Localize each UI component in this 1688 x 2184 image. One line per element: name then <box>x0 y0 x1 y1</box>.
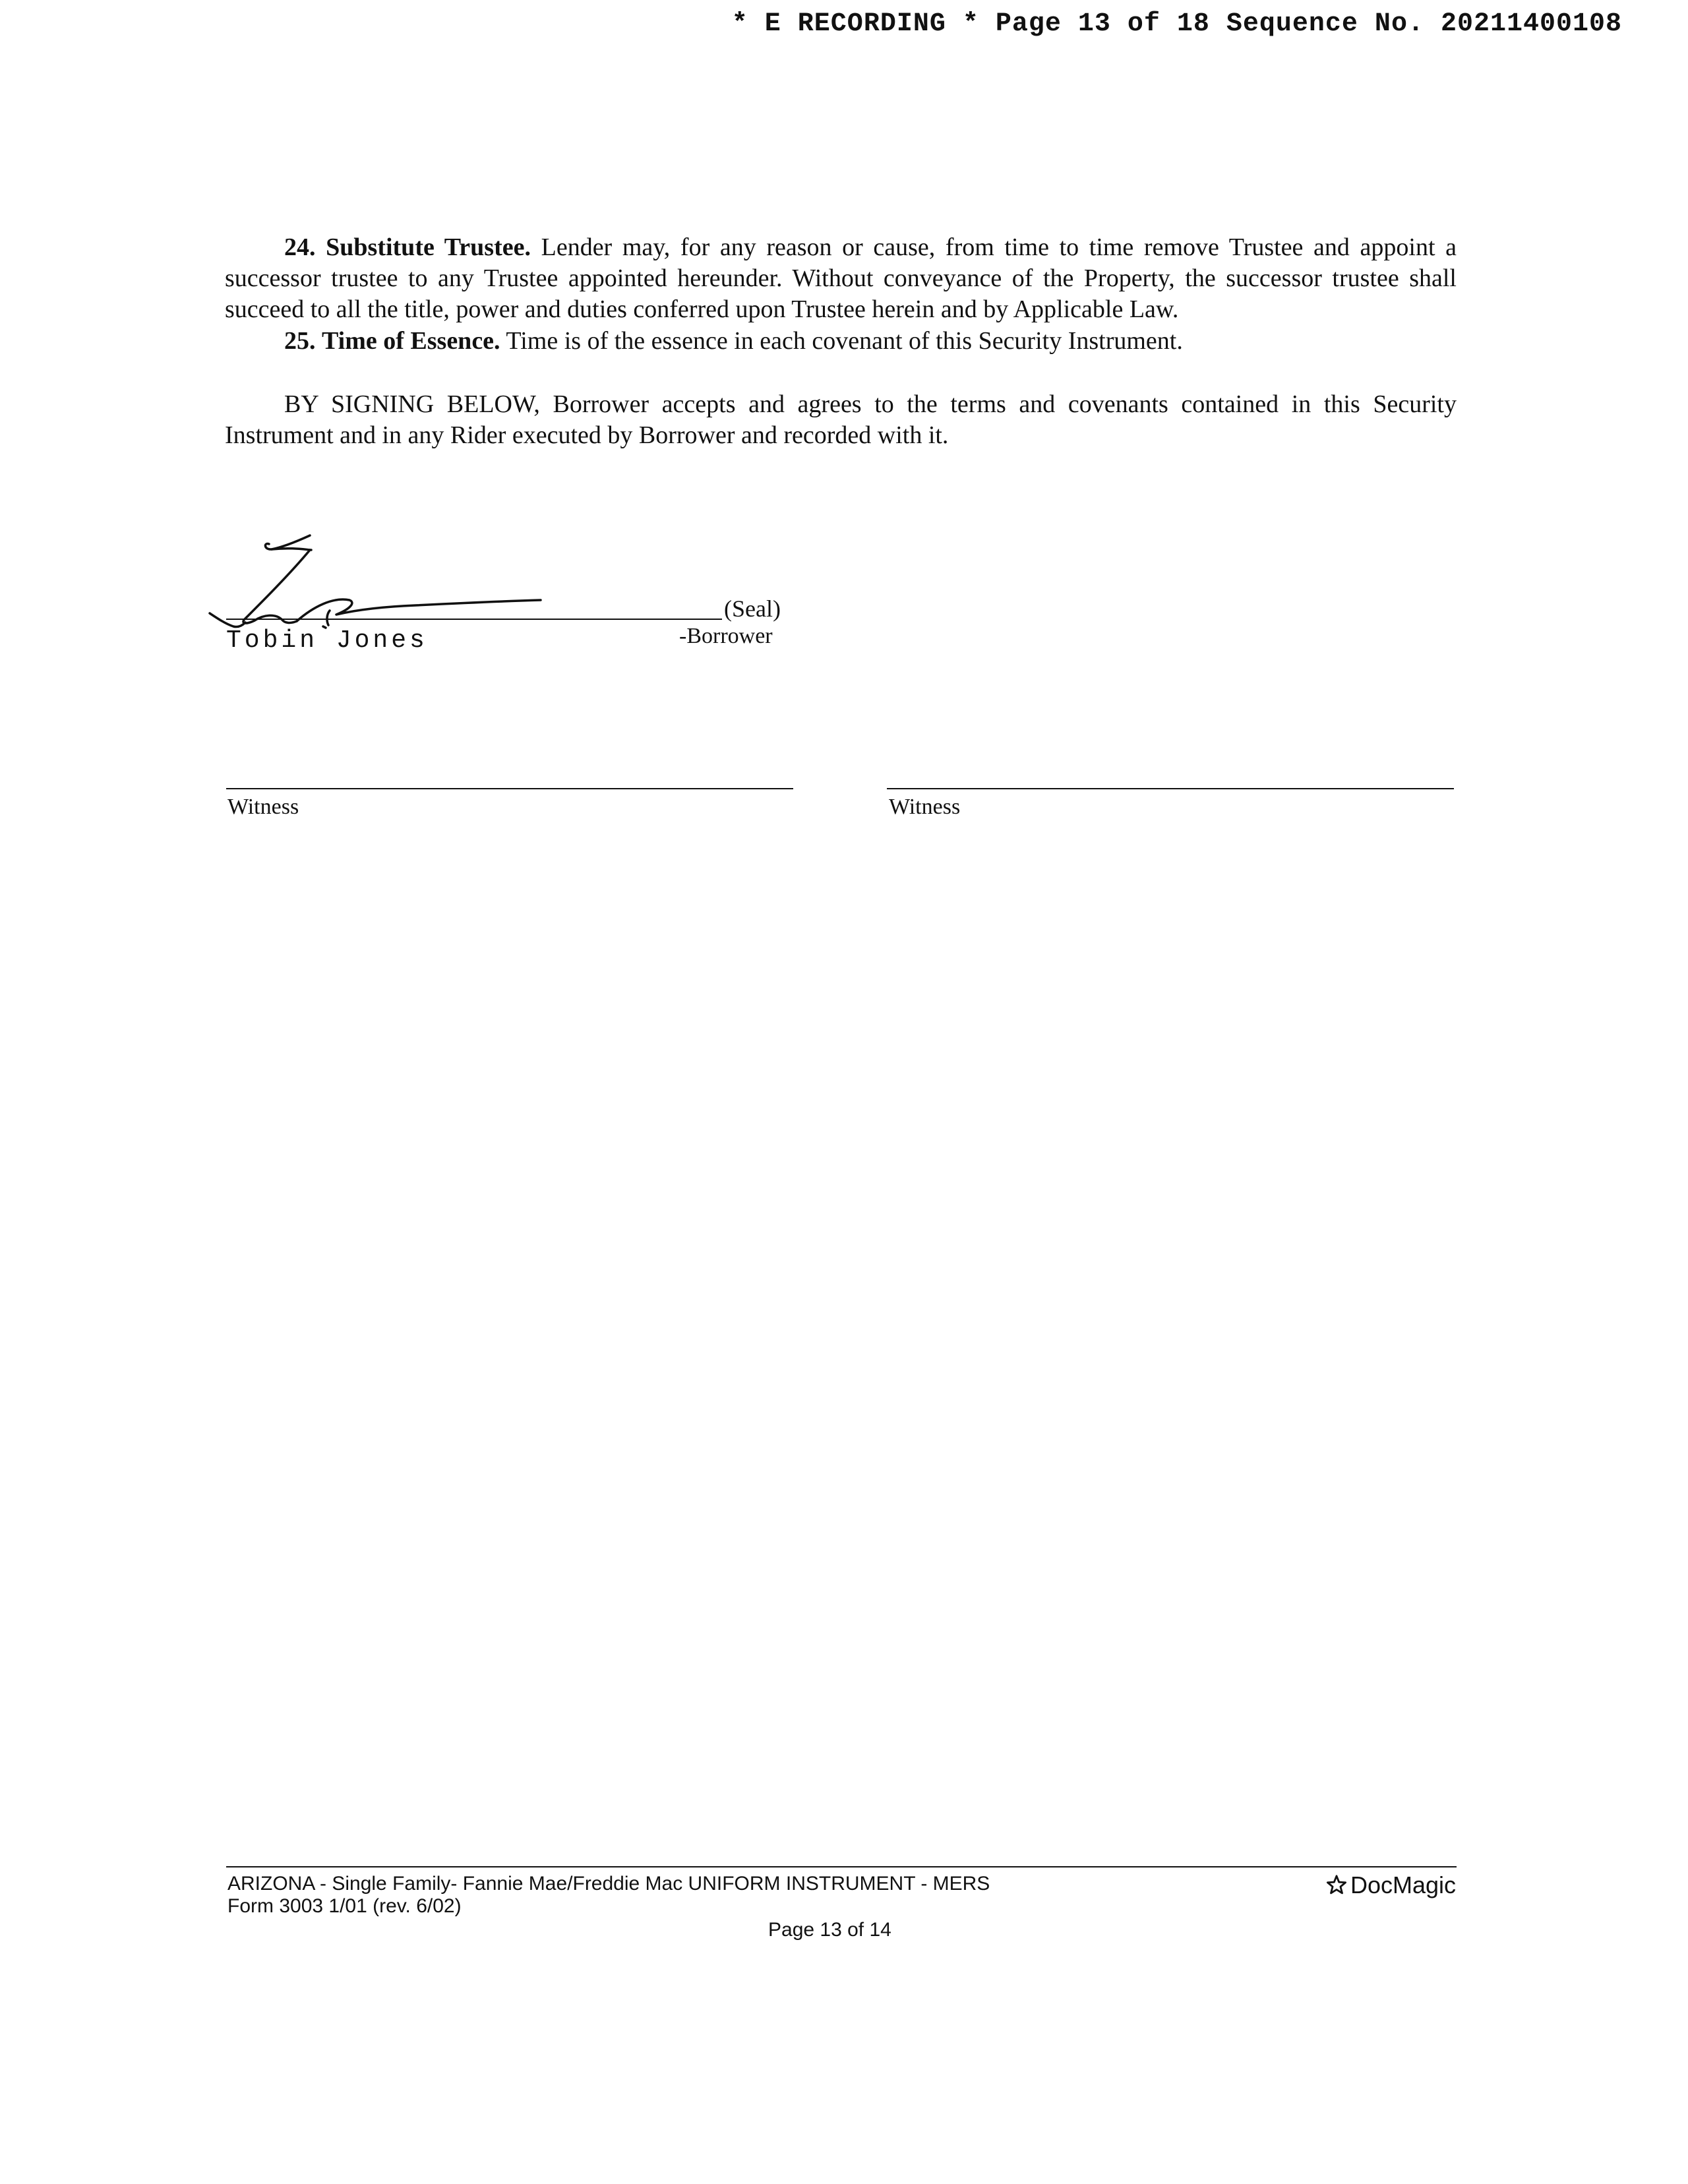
witness-line-left <box>226 788 793 789</box>
seal-label: (Seal) <box>724 595 781 622</box>
section-24-title: Substitute Trustee. <box>326 233 531 261</box>
section-24-number: 24. <box>284 233 316 261</box>
witness-label-left: Witness <box>227 795 299 819</box>
footer-form-number: Form 3003 1/01 (rev. 6/02) <box>227 1895 462 1917</box>
section-24 <box>225 232 1457 325</box>
signing-statement <box>225 389 1457 451</box>
section-25 <box>225 326 1457 357</box>
section-24-text: Lender may, for any reason or cause, from time to time remove Trustee and appoint a successor trustee to any Trustee appointed hereunder. Without conveyance of the Property, the successor trustee shall succeed to all the title, power and duties conferred upon Trustee herein and by Applicable Law. <box>225 233 1457 323</box>
borrower-name: Tobin Jones <box>226 626 428 655</box>
star-icon <box>1325 1874 1348 1896</box>
witness-line-right <box>887 788 1454 789</box>
footer-rule <box>226 1866 1457 1867</box>
signature-line <box>226 619 722 620</box>
footer-page-number: Page 13 of 14 <box>768 1919 891 1941</box>
docmagic-brand-text: DocMagic <box>1350 1871 1457 1898</box>
section-25-text: Time is of the essence in each covenant of this Security Instrument. <box>506 327 1183 355</box>
recording-header: * E RECORDING * Page 13 of 18 Sequence No. 20211400108 <box>731 9 1622 39</box>
witness-label-right: Witness <box>889 795 961 819</box>
signing-statement-text: BY SIGNING BELOW, Borrower accepts and agrees to the terms and covenants contained in this Security Instrument and in any Rider executed by Borrower and recorded with it. <box>225 390 1457 449</box>
section-25-title: Time of Essence. <box>322 327 500 355</box>
section-25-number: 25. <box>284 327 316 355</box>
footer-form-title: ARIZONA - Single Family- Fannie Mae/Freddie Mac UNIFORM INSTRUMENT - MERS <box>227 1873 990 1895</box>
docmagic-logo <box>1325 1871 1456 1899</box>
borrower-role-label: -Borrower <box>679 624 773 648</box>
